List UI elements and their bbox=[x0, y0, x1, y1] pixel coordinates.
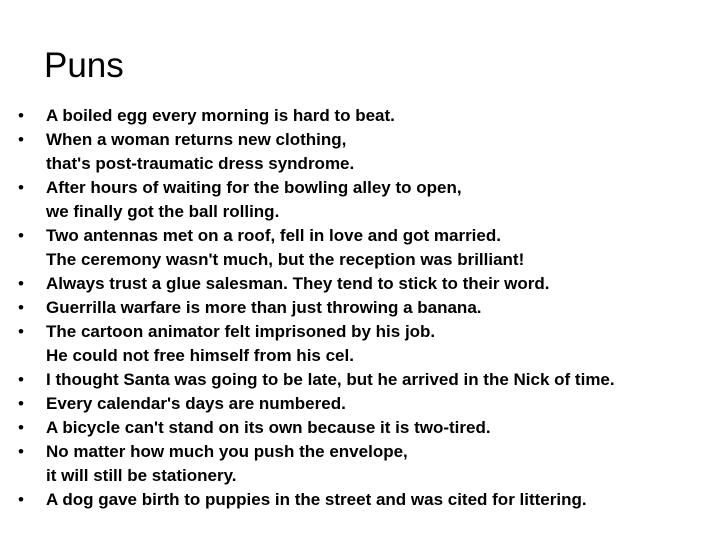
list-item bbox=[18, 368, 718, 392]
bullet: • bbox=[18, 298, 24, 317]
pun-list bbox=[18, 104, 718, 512]
bullet: • bbox=[18, 322, 24, 341]
list-item-text: that's post-traumatic dress syndrome. bbox=[46, 154, 355, 173]
list-item-text: Guerrilla warfare is more than just throwing a banana. bbox=[46, 298, 482, 317]
bullet: • bbox=[18, 394, 24, 413]
list-item-text: I thought Santa was going to be late, but he arrived in the Nick of time. bbox=[46, 370, 615, 389]
list-item-text: The ceremony wasn't much, but the reception was brilliant! bbox=[46, 250, 525, 269]
list-item-text: Every calendar's days are numbered. bbox=[46, 394, 346, 413]
list-item bbox=[18, 224, 718, 272]
list-item-text: A bicycle can't stand on its own because it is two-tired. bbox=[46, 418, 491, 437]
list-item-text: Two antennas met on a roof, fell in love and got married. bbox=[46, 226, 501, 245]
list-item bbox=[18, 392, 718, 416]
bullet: • bbox=[18, 442, 24, 461]
list-item bbox=[18, 320, 718, 368]
list-item-text: No matter how much you push the envelope, bbox=[46, 442, 408, 461]
list-item-text: The cartoon animator felt imprisoned by his job. bbox=[46, 322, 436, 341]
bullet: • bbox=[18, 106, 24, 125]
list-item bbox=[18, 416, 718, 440]
list-item-text: A boiled egg every morning is hard to beat. bbox=[46, 106, 395, 125]
list-item bbox=[18, 128, 718, 176]
bullet: • bbox=[18, 226, 24, 245]
list-item-text: When a woman returns new clothing, bbox=[46, 130, 347, 149]
bullet: • bbox=[18, 490, 24, 509]
list-item bbox=[18, 272, 718, 296]
list-item bbox=[18, 104, 718, 128]
bullet: • bbox=[18, 130, 24, 149]
list-item bbox=[18, 488, 718, 512]
list-item bbox=[18, 296, 718, 320]
list-item-text: A dog gave birth to puppies in the street and was cited for littering. bbox=[46, 490, 587, 509]
bullet: • bbox=[18, 418, 24, 437]
list-item-text: Always trust a glue salesman. They tend to stick to their word. bbox=[46, 274, 550, 293]
bullet: • bbox=[18, 274, 24, 293]
list-item-text: we finally got the ball rolling. bbox=[46, 202, 280, 221]
list-item bbox=[18, 440, 718, 488]
list-item-text: it will still be stationery. bbox=[46, 466, 237, 485]
list-item-text: He could not free himself from his cel. bbox=[46, 346, 354, 365]
bullet: • bbox=[18, 370, 24, 389]
bullet: • bbox=[18, 178, 24, 197]
list-item bbox=[18, 176, 718, 224]
list-item-text: After hours of waiting for the bowling alley to open, bbox=[46, 178, 462, 197]
slide-title: Puns bbox=[44, 46, 124, 85]
